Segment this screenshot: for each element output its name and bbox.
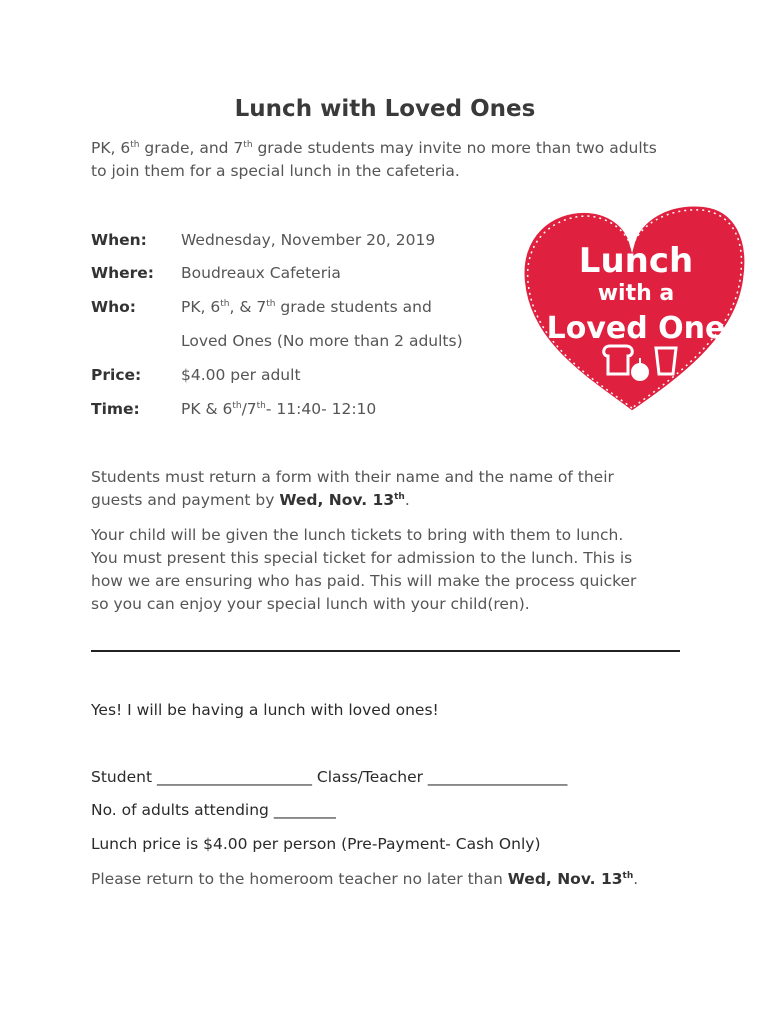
price-label: Price:: [91, 366, 142, 384]
who-value: PK, 6th, & 7th grade students and: [181, 298, 432, 316]
return-note-line-1: Students must return a form with their name and the name of their: [91, 468, 614, 486]
adults-attending-blank: No. of adults attending ________: [91, 801, 336, 819]
svg-text:Loved One: Loved One: [546, 311, 726, 346]
time-value: PK & 6th/7th- 11:40- 12:10: [181, 400, 377, 418]
return-deadline-line: Please return to the homeroom teacher no later than Wed, Nov. 13th.: [91, 870, 639, 888]
intro-line-2: to join them for a special lunch in the cafeteria.: [91, 162, 460, 180]
tickets-line-3: how we are ensuring who has paid. This will make the process quicker: [91, 572, 637, 590]
who-label: Who:: [91, 298, 136, 316]
time-label: Time:: [91, 400, 140, 418]
student-class-blank: Student ____________________ Class/Teacher __________________: [91, 768, 568, 786]
where-value: Boudreaux Cafeteria: [181, 264, 341, 282]
svg-text:Lunch: Lunch: [578, 241, 694, 281]
tickets-line-2: You must present this special ticket for admission to the lunch. This is: [91, 549, 633, 567]
price-value: $4.00 per adult: [181, 366, 301, 384]
page-title: Lunch with Loved Ones: [234, 96, 536, 122]
when-value: Wednesday, November 20, 2019: [181, 231, 436, 249]
form-yes-line: Yes! I will be having a lunch with loved ones!: [91, 701, 439, 719]
lunch-price-line: Lunch price is $4.00 per person (Pre-Payment- Cash Only): [91, 835, 541, 853]
tickets-line-4: so you can enjoy your special lunch with your child(ren).: [91, 595, 530, 613]
svg-text:with a: with a: [597, 281, 675, 306]
return-note-line-2: guests and payment by Wed, Nov. 13th.: [91, 491, 410, 509]
where-label: Where:: [91, 264, 154, 282]
intro-line-1: PK, 6th grade, and 7th grade students may invite no more than two adults: [91, 139, 657, 157]
heart-icon: [510, 196, 755, 421]
who-value-line-2: Loved Ones (No more than 2 adults): [181, 332, 463, 350]
lunch-logo: [510, 196, 755, 421]
when-label: When:: [91, 231, 147, 249]
cut-line-divider: [91, 650, 680, 652]
tickets-line-1: Your child will be given the lunch tickets to bring with them to lunch.: [91, 526, 624, 544]
